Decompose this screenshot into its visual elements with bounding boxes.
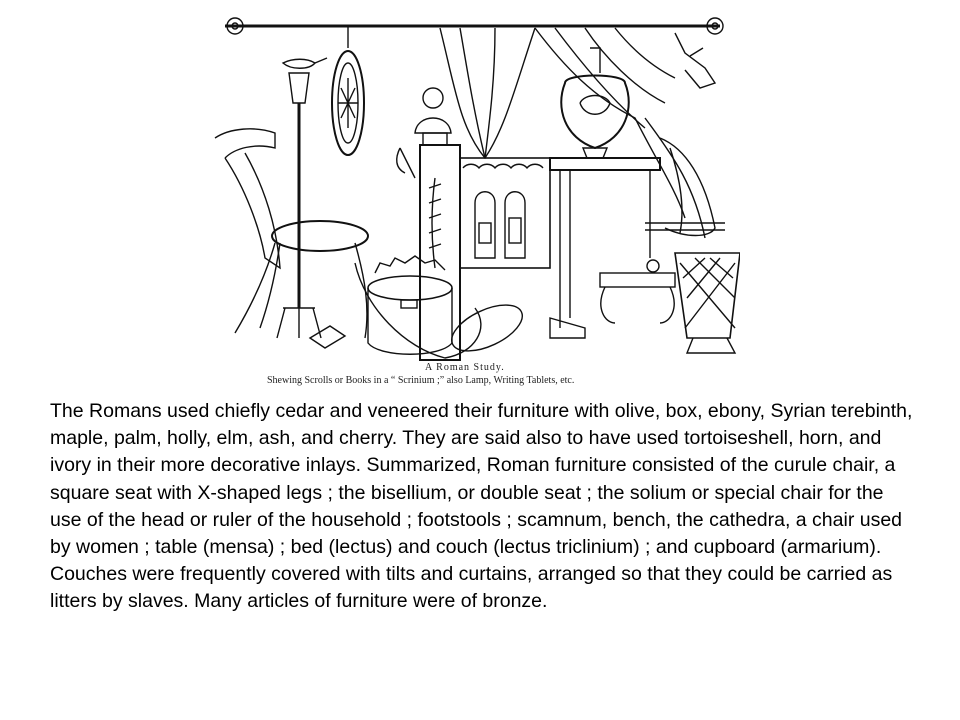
table — [550, 158, 660, 338]
hanging-ornament — [675, 33, 715, 88]
caption-subtitle: Shewing Scrolls or Books in a “ Scrinium ;” also Lamp, Writing Tablets, etc. — [267, 375, 575, 386]
scrinium-cabinet — [460, 158, 550, 268]
curtain-rod — [225, 18, 723, 34]
hanging-shield — [332, 26, 364, 155]
roman-study-illustration — [205, 8, 740, 388]
footstool — [600, 260, 675, 323]
drapery — [645, 138, 725, 236]
caption-title: A Roman Study. — [425, 362, 505, 373]
lamp-stand — [277, 58, 327, 338]
body-paragraph: The Romans used chiefly cedar and veneered their furniture with olive, box, ebony, Syrian terebinth, maple, palm, holly, elm, ash, and cherry. They are said also to have used tortoiseshell, horn, and ivory in their more decorative inlays. Summarized, Roman furniture consisted of the curule chair, a square seat with X-shaped legs ; the bisellium, or double seat ; the solium or special chair for the use of the head or ruler of the household ; footstools ; scamnum, bench, the cathedra, a chair used by women ; table (mensa) ; bed (lectus) and couch (lectus triclinium) ; and cupboard (armarium). Couches were frequently covered with tilts and curtains, arranged so that they could be carried as litters by slaves. Many articles of furniture were of bronze. — [50, 400, 913, 613]
roman-study-engraving — [205, 8, 740, 388]
klismos-chair — [215, 129, 368, 338]
basket — [675, 253, 740, 353]
scroll-box — [355, 256, 481, 358]
hoop — [445, 296, 529, 361]
bust-on-pedestal — [397, 88, 460, 360]
writing-tablet — [310, 326, 345, 348]
